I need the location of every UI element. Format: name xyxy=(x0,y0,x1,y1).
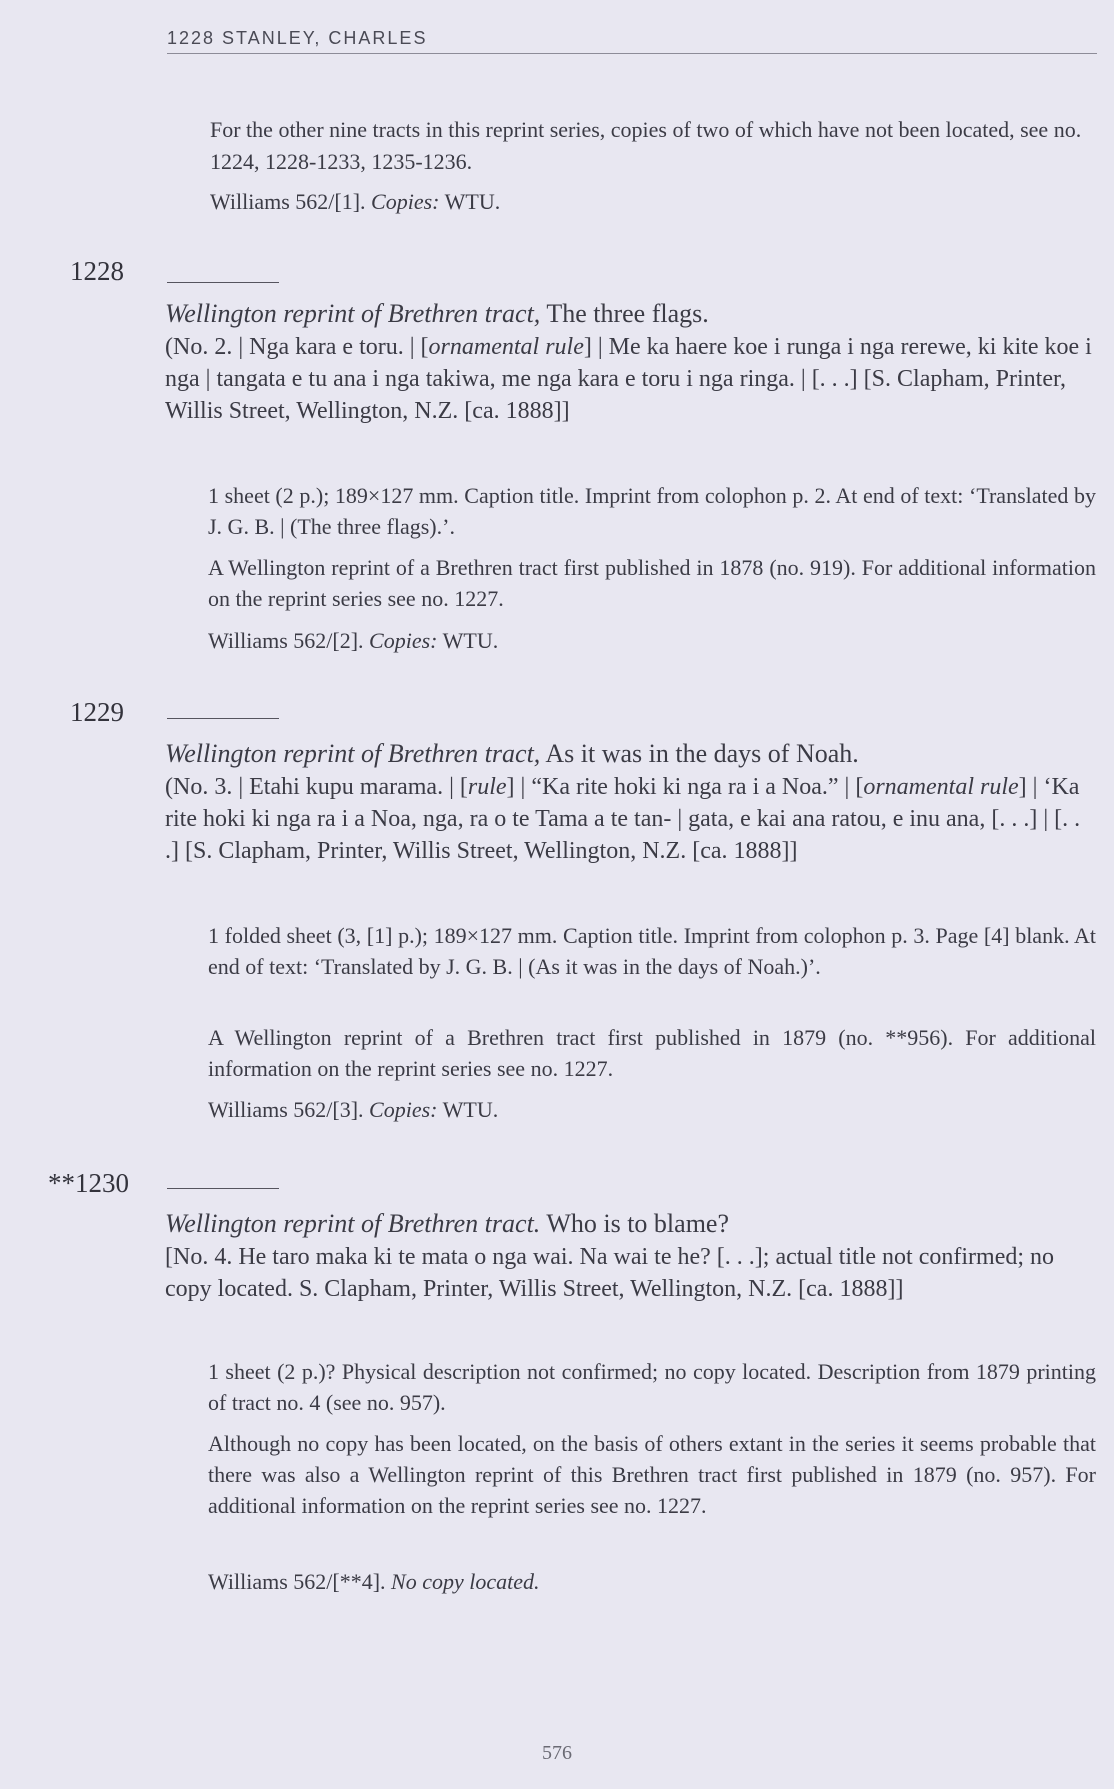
citation: Williams 562/[**4]. xyxy=(208,1569,386,1594)
transcription: (No. 2. | Nga kara e toru. | [ornamental rule] | Me ka haere koe i runga i nga rerewe, ki kite koe i nga | tangata e tu ana i nga takiwa, me nga kara e toru i nga ringa. | [. . .] [S. Clapham, Printer, Willis Street, Wellington, N.Z. [ca. 1888]] xyxy=(165,334,1092,424)
citation: Williams 562/[3]. xyxy=(208,1097,364,1122)
intro-citation: Williams 562/[1]. xyxy=(210,189,366,214)
transcription: [No. 4. He taro maka ki te mata o nga wai. Na wai te he? [. . .]; actual title not confirmed; no copy located. S. Clapham, Printer, Willis Street, Wellington, N.Z. [ca. 1888]] xyxy=(165,1244,1055,1302)
series-title: Wellington reprint of Brethren tract. xyxy=(165,1209,541,1238)
entry-number: 1229 xyxy=(70,697,124,727)
running-head: 1228 STANLEY, CHARLES xyxy=(167,28,1097,54)
entry-note: A Wellington reprint of a Brethren tract first published in 1878 (no. 919). For additional information on the reprint series see no. 1227. xyxy=(208,555,1096,611)
entry-dash xyxy=(167,1188,279,1189)
entry-note: Although no copy has been located, on the basis of others extant in the series it seems probable that there was also a Wellington reprint of this Brethren tract first published in 1879 (no. 957). For additional information on the reprint series see no. 1227. xyxy=(208,1431,1096,1518)
intro-note: For the other nine tracts in this reprint series, copies of two of which have not been located, see no. 1224, 1228-1233, 1235-1236. xyxy=(210,117,1082,174)
entry-number: 1228 xyxy=(70,256,124,286)
tract-title: Who is to blame? xyxy=(546,1209,730,1238)
physical-description: 1 sheet (2 p.); 189×127 mm. Caption title. Imprint from colophon p. 2. At end of text: ‘Translated by J. G. B. | (The three flags).’. xyxy=(208,483,1096,539)
entry-heading xyxy=(165,298,1095,427)
copies-label: Copies: xyxy=(369,628,438,653)
copies: WTU. xyxy=(442,628,499,653)
entry-number: **1230 xyxy=(48,1168,129,1198)
entry-dash xyxy=(167,718,279,719)
intro-citation-line xyxy=(210,186,1096,218)
citation-line xyxy=(208,1094,1096,1125)
intro-copies: WTU. xyxy=(444,189,501,214)
intro-copies-label: Copies: xyxy=(371,189,440,214)
series-title: Wellington reprint of Brethren tract, xyxy=(165,739,541,768)
physical-description: 1 sheet (2 p.)? Physical description not confirmed; no copy located. Description from 1879 printing of tract no. 4 (see no. 957). xyxy=(208,1359,1096,1415)
citation-line xyxy=(208,1566,1096,1597)
citation: Williams 562/[2]. xyxy=(208,628,364,653)
copies-label: No copy located. xyxy=(391,1569,540,1594)
entry-note: A Wellington reprint of a Brethren tract first published in 1879 (no. **956). For additional information on the reprint series see no. 1227. xyxy=(208,1025,1096,1081)
series-title: Wellington reprint of Brethren tract, xyxy=(165,299,541,328)
citation-line xyxy=(208,625,1096,656)
entry-heading xyxy=(165,1208,1095,1305)
entry-dash xyxy=(167,282,279,283)
tract-title: The three flags. xyxy=(546,299,709,328)
physical-description: 1 folded sheet (3, [1] p.); 189×127 mm. Caption title. Imprint from colophon p. 3. Page [4] blank. At end of text: ‘Translated by J. G. B. | (As it was in the days of Noah.)’. xyxy=(208,923,1096,979)
copies: WTU. xyxy=(442,1097,499,1122)
copies-label: Copies: xyxy=(369,1097,438,1122)
page-number: 576 xyxy=(542,1742,572,1764)
entry-heading xyxy=(165,738,1095,867)
tract-title: As it was in the days of Noah. xyxy=(545,739,859,768)
transcription: (No. 3. | Etahi kupu marama. | [rule] | “Ka rite hoki ki nga ra i a Noa.” | [ornamental rule] | ‘Ka rite hoki ki nga ra i a Noa, nga, ra o te Tama a te tan- | gata, e kai ana ratou, e inu ana, [. . .] | [. . .] [S. Clapham, Printer, Willis Street, Wellington, N.Z. [ca. 1888]] xyxy=(165,774,1081,864)
